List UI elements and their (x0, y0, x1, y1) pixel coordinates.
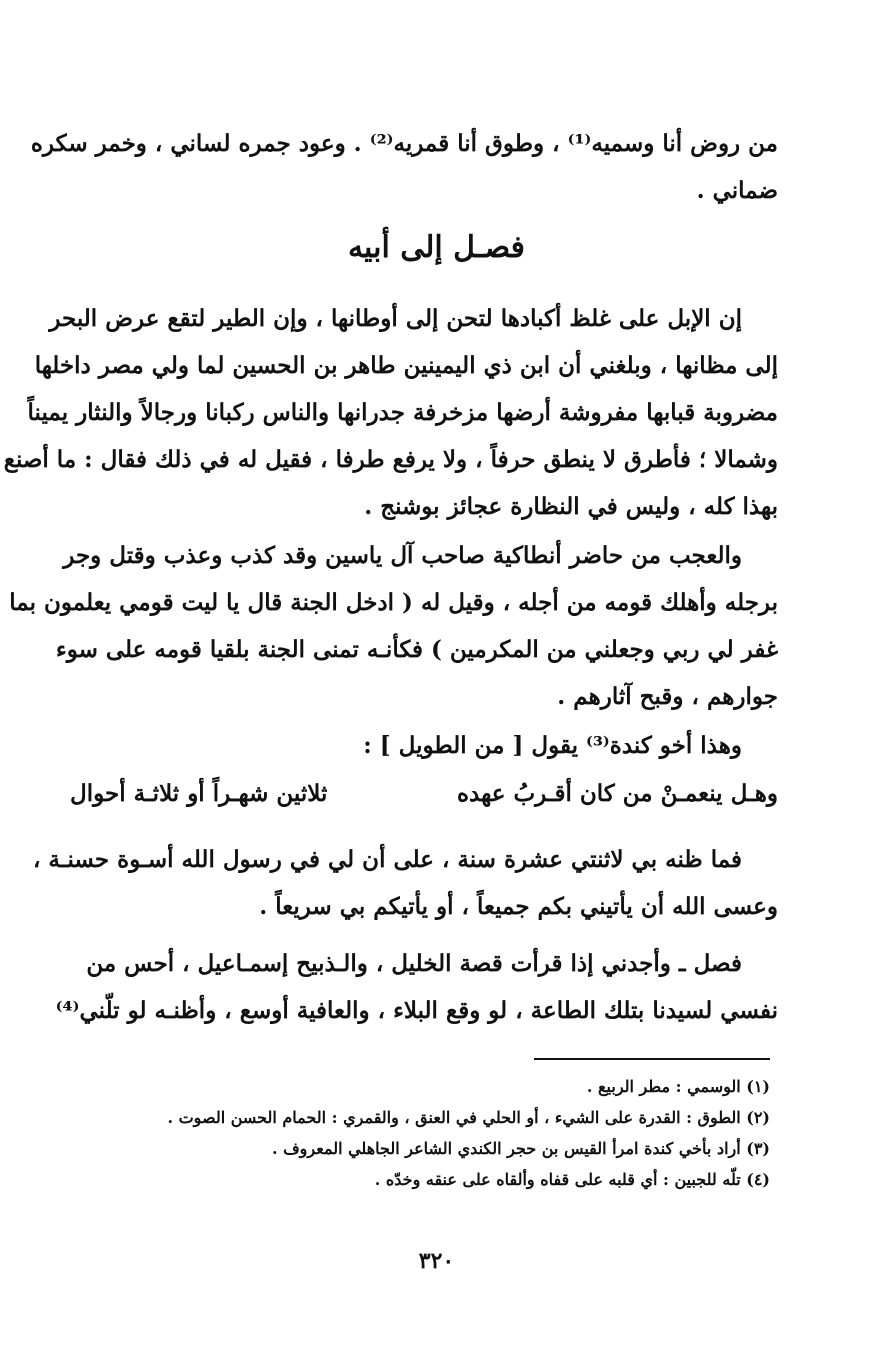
second-hemistich: ثلاثين شهـراً أو ثلاثـة أحوال (70, 780, 328, 807)
paragraph-3 (32, 836, 778, 930)
text-line: إلى مظانها ، وبلغني أن ابن ذي اليمينين طاهر بن الحسين لما ولي مصر داخلها (34, 352, 778, 379)
section-heading: فصـل إلى أبيه (347, 230, 526, 265)
page-number: ٣٢٠ (418, 1248, 455, 1274)
text-line: غفر لي ربي وجعلني من المكرمين ) فكأنـه تمنى الجنة بلقيا قومه على سوء (55, 636, 778, 663)
text-line: وهذا أخو كندة⁽³⁾ يقول [ من الطويل ] : (363, 732, 742, 759)
opening-text (30, 120, 778, 214)
text-line: نفسي لسيدنا بتلك الطاعة ، لو وقع البلاء ، والعافية أوسع ، وأظنـه لو تلّني⁽⁴⁾ (55, 997, 778, 1024)
footnote-3: (٣) أراد بأخي كندة امرأ القيس بن حجر الكندي الشاعر الجاهلي المعروف . (271, 1139, 770, 1158)
footnote-1: (١) الوسمي : مطر الربيع . (586, 1077, 770, 1096)
footnote-divider (534, 1058, 770, 1060)
paragraph-4 (55, 940, 778, 1034)
text-line: إن الإبل على غلظ أكبادها لتحن إلى أوطانها ، وإن الطير لتقع عرض البحر (49, 305, 742, 332)
text-line: فما ظنه بي لاثنتي عشرة سنة ، على أن لي في رسول الله أسـوة حسنـة ، (32, 846, 742, 873)
paragraph-2 (9, 532, 778, 720)
text-line: ضماني . (696, 177, 778, 204)
footnote-2: (٢) الطوق : القدرة على الشيء ، أو الحلي في العنق ، والقمري : الحمام الحسن الصوت . (167, 1108, 770, 1127)
text-line: والعجب من حاضر أنطاكية صاحب آل ياسين وقد كذب وعذب وقتل وجر (63, 542, 742, 569)
text-line: فصل ـ وأجدني إذا قرأت قصة الخليل ، والـذبيح إسمـاعيل ، أحس من (86, 950, 742, 977)
first-hemistich: وهـل ينعمـنْ من كان أقـربُ عهده (456, 780, 778, 807)
poetry-verse (70, 774, 778, 820)
text-line: وعسى الله أن يأتيني بكم جميعاً ، أو يأتيكم بي سريعاً . (259, 893, 778, 920)
text-line: بهذا كله ، وليس في النظارة عجائز بوشنج . (364, 493, 778, 520)
verse-intro (70, 722, 778, 769)
footnotes (120, 1071, 770, 1195)
text-line: من روض أنا وسميه⁽¹⁾ ، وطوق أنا قمريه⁽²⁾ . وعود جمره لساني ، وخمر سكره (30, 130, 778, 157)
text-line: برجله وأهلك قومه من أجله ، وقيل له ( ادخل الجنة قال يا ليت قومي يعلمون بما (9, 589, 778, 616)
text-line: مضروبة قبابها مفروشة أرضها مزخرفة جدرانها والناس ركبانا ورجالاً والنثار يميناً (27, 399, 778, 426)
footnote-4: (٤) تلّه للجبين : أي قلبه على قفاه وألقاه على عنقه وخدّه . (374, 1170, 770, 1189)
text-line: وشمالا ؛ فأطرق لا ينطق حرفاً ، ولا يرفع طرفا ، فقيل له في ذلك فقال : ما أصنع (3, 446, 778, 473)
text-line: جوارهم ، وقبح آثارهم . (557, 683, 778, 710)
paragraph-1 (3, 295, 778, 530)
